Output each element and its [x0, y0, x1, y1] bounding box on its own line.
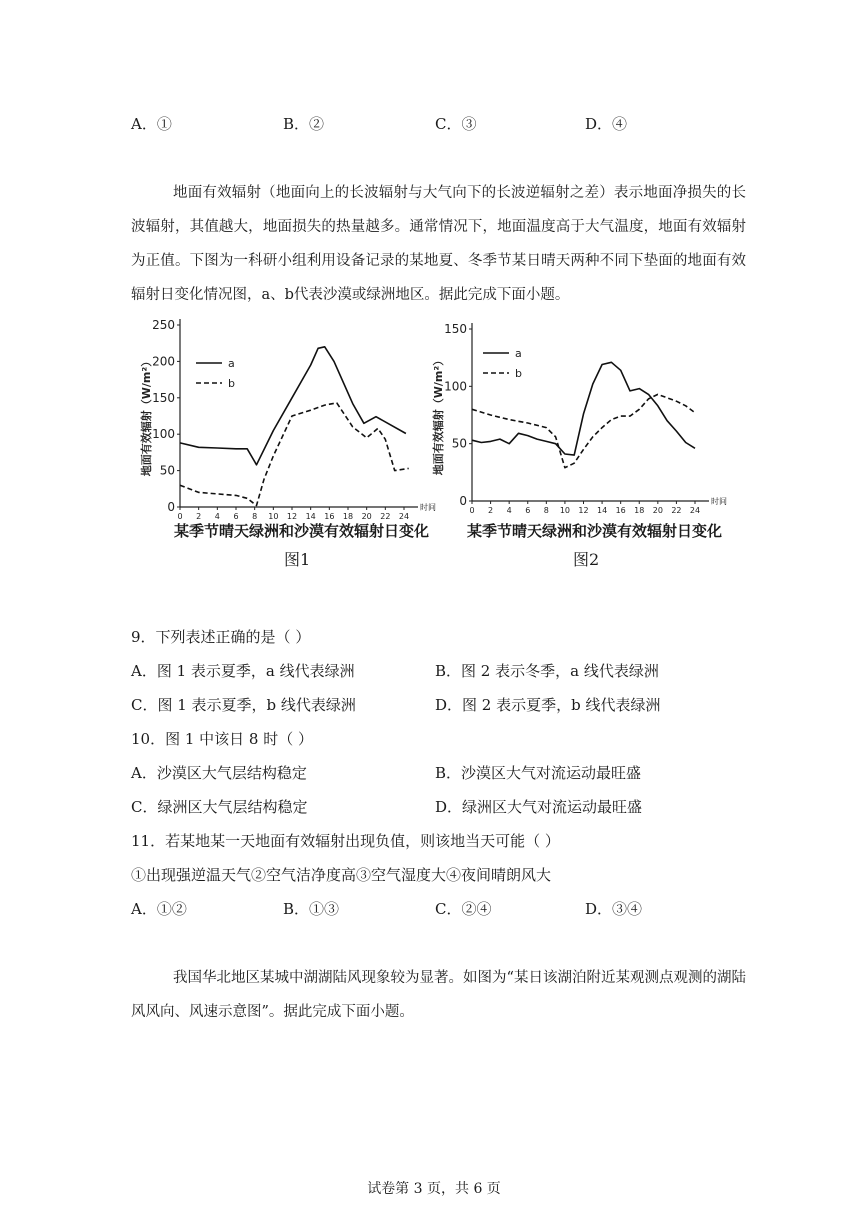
figure-2-caption: 某季节晴天绿洲和沙漠有效辐射日变化 [467, 522, 723, 540]
question-11-stem: 11．若某地某一天地面有效辐射出现负值，则该地当天可能（ ） [131, 832, 560, 850]
fig2-xtick-label: 16 [615, 506, 626, 515]
question-11-statement: ①出现强逆温天气②空气洁净度高③空气湿度大④夜间晴朗风大 [131, 866, 552, 884]
fig2-series-b-line [472, 394, 695, 467]
fig2-xtick-label: 4 [506, 506, 512, 515]
question-9-option-a: A．图 1 表示夏季，a 线代表绿洲 [131, 662, 355, 680]
fig2-xtick-label: 0 [469, 506, 475, 515]
fig2-xtick-label: 18 [634, 506, 645, 515]
figure-1-caption: 某季节晴天绿洲和沙漠有效辐射日变化 [174, 522, 430, 540]
fig1-xtick-label: 4 [214, 512, 220, 521]
fig1-xtick-label: 20 [361, 512, 372, 521]
fig1-ylabel: 地面有效辐射（W/m²） [140, 355, 153, 477]
fig2-xtick-label: 12 [578, 506, 589, 515]
fig2-xtick-label: 22 [671, 506, 682, 515]
fig1-legend-a-label: a [228, 357, 235, 370]
question-10-option-b: B．沙漠区大气对流运动最旺盛 [435, 764, 642, 782]
question-9-option-c: C．图 1 表示夏季，b 线代表绿洲 [131, 696, 356, 714]
question-10-option-c: C．绿洲区大气层结构稳定 [131, 798, 308, 816]
fig1-xtick-label: 8 [252, 512, 258, 521]
option-d: D．④ [585, 115, 628, 133]
fig1-xtick-label: 24 [398, 512, 410, 521]
fig2-xtick-label: 14 [596, 506, 608, 515]
fig1-xtick-label: 12 [286, 512, 298, 521]
fig2-ytick-label: 100 [444, 379, 467, 394]
fig1-ytick-label: 100 [152, 427, 175, 442]
question-11-option-c: C．②④ [435, 900, 492, 918]
fig1-ytick-label: 150 [152, 390, 175, 405]
fig2-xtick-label: 8 [543, 506, 549, 515]
question-10-stem: 10．图 1 中该日 8 时（ ） [131, 730, 314, 748]
fig1-xtick-label: 0 [177, 512, 183, 521]
fig2-xtick-label: 10 [559, 506, 571, 515]
question-11-option-d: D．③④ [585, 900, 643, 918]
fig1-xtick-label: 18 [342, 512, 354, 521]
fig2-legend-a-label: a [515, 347, 522, 360]
question-9-stem: 9．下列表述正确的是（ ） [131, 628, 311, 646]
figure-1-label: 图1 [284, 550, 311, 569]
fig1-series-a-line [180, 347, 406, 465]
fig2-ytick-label: 150 [444, 322, 467, 336]
fig1-ytick-label: 50 [159, 463, 175, 478]
question-10-option-a: A．沙漠区大气层结构稳定 [131, 764, 307, 782]
question-9-option-b: B．图 2 表示冬季，a 线代表绿洲 [435, 662, 659, 680]
fig2-legend-b-label: b [515, 367, 522, 380]
fig1-xtick-label: 6 [233, 512, 239, 521]
question-9-option-d: D．图 2 表示夏季，b 线代表绿洲 [435, 696, 661, 714]
fig2-series-a-line [472, 362, 695, 455]
question-11-option-b: B．①③ [283, 900, 340, 918]
fig1-xtick-label: 16 [324, 512, 335, 521]
fig2-xtick-label: 24 [689, 506, 701, 515]
fig2-xtick-label: 2 [488, 506, 494, 515]
fig2-xlabel: 时间 [711, 497, 727, 506]
fig2-ylabel: 地面有效辐射（W/m²） [432, 354, 445, 476]
figure-1-chart [140, 318, 440, 523]
fig2-xtick-label: 20 [652, 506, 663, 515]
fig2-ytick-label: 50 [451, 436, 467, 451]
fig2-xtick-label: 6 [525, 506, 531, 515]
figure-2-chart [432, 318, 735, 523]
figure-2-label: 图2 [573, 550, 600, 569]
passage-lake-land-breeze: 我国华北地区某城中湖湖陆风现象较为显著。如图为“某日该湖泊附近某观测点观测的湖陆风风向、风速示意图”。据此完成下面小题。 [131, 970, 746, 1020]
fig1-legend-b-label: b [228, 377, 235, 390]
page-footer: 试卷第 3 页，共 6 页 [367, 1181, 501, 1197]
fig1-xtick-label: 10 [268, 512, 279, 521]
question-10-option-d: D．绿洲区大气对流运动最旺盛 [435, 798, 643, 816]
question-11-option-a: A．①② [131, 900, 187, 918]
option-c: C．③ [435, 115, 477, 133]
fig1-ytick-label: 0 [167, 500, 175, 514]
option-a: A．① [131, 115, 172, 133]
fig1-xtick-label: 22 [380, 512, 391, 521]
fig1-xtick-label: 14 [305, 512, 316, 521]
fig1-ytick-label: 250 [152, 318, 175, 332]
fig1-ytick-label: 200 [152, 354, 175, 369]
option-b: B．② [283, 115, 325, 133]
fig1-xlabel: 时间 [420, 503, 436, 512]
passage-effective-radiation: 地面有效辐射（地面向上的长波辐射与大气向下的长波逆辐射之差）表示地面净损失的长波辐射，其值越大，地面损失的热量越多。通常情况下，地面温度高于大气温度，地面有效辐射为正值。下图为一科研小组利用设备记录的某地夏、冬季节某日晴天两种不同下垫面的地面有效辐射日变化情况图，a、b代表沙漠或绿洲地区。据此完成下面小题。 [131, 185, 746, 303]
fig1-xtick-label: 2 [196, 512, 202, 521]
fig2-ytick-label: 0 [459, 494, 467, 508]
